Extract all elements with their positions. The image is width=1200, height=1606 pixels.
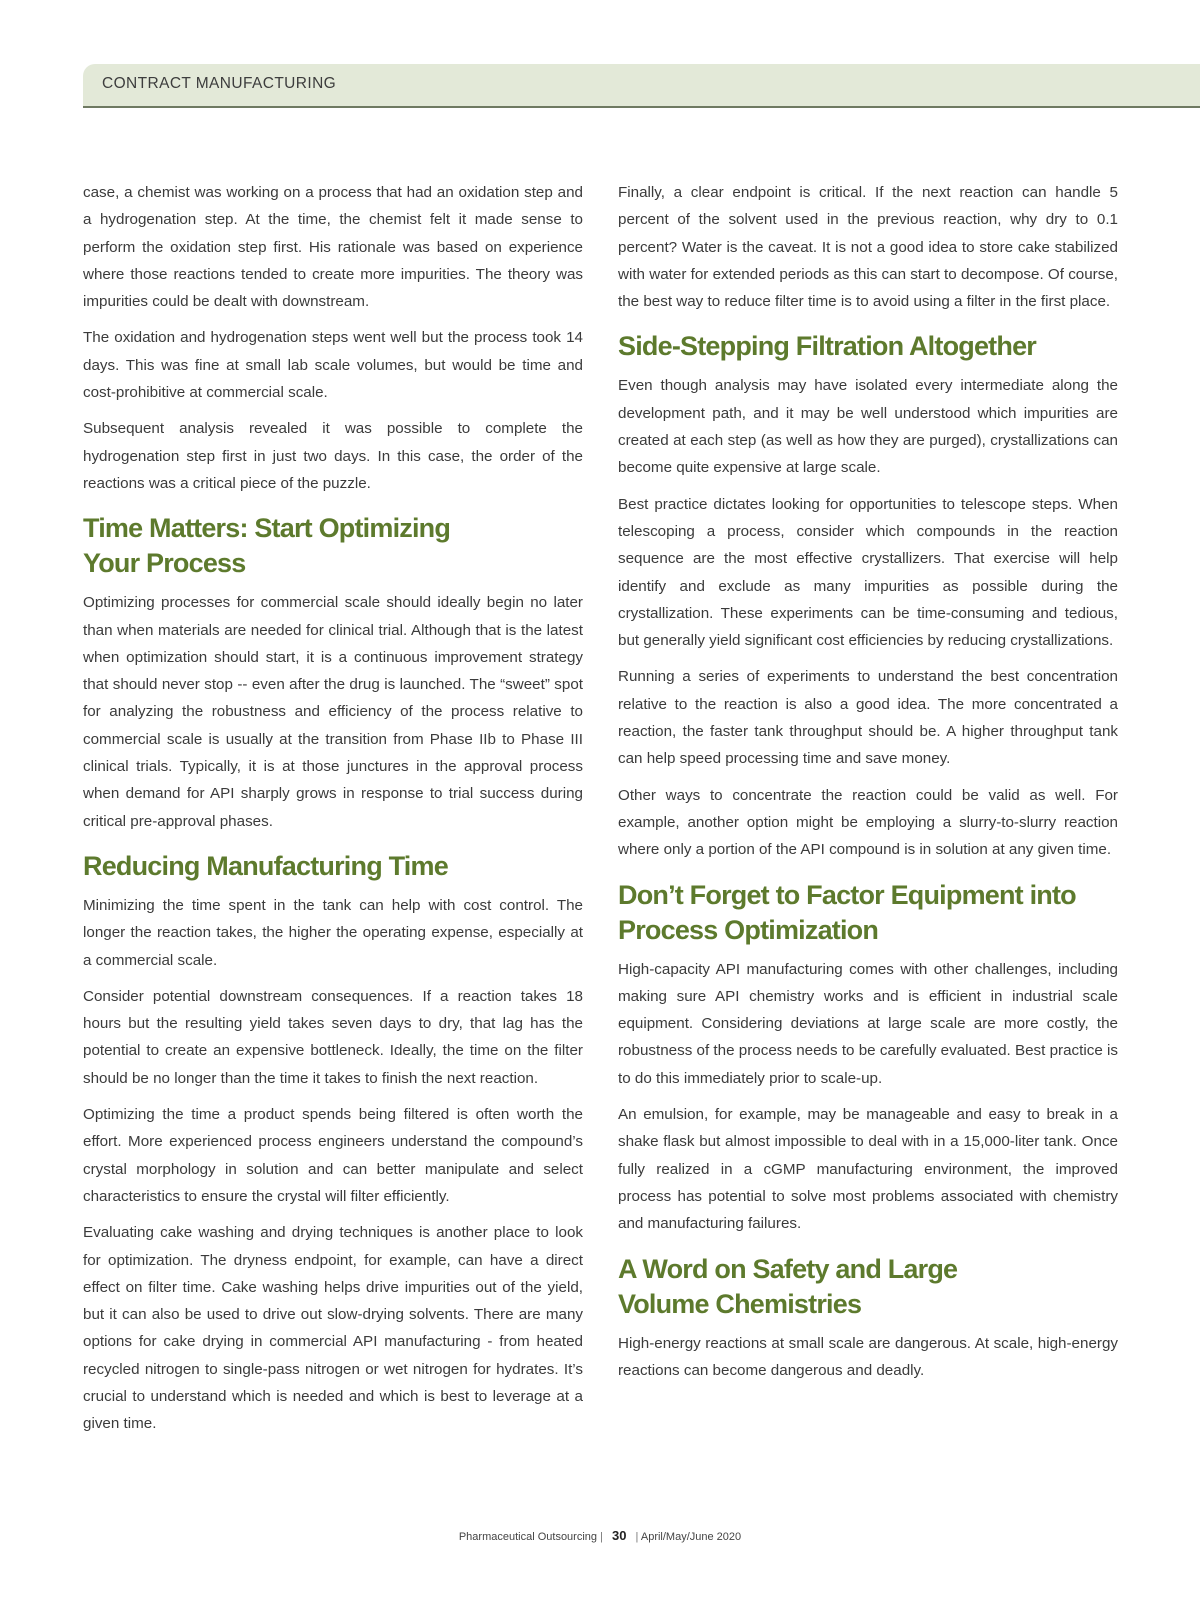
paragraph: Subsequent analysis revealed it was possible to complete the hydrogenation step first in just two days. In this case, the order of the reactions was a critical piece of the puzzle. bbox=[83, 420, 583, 492]
paragraph: Finally, a clear endpoint is critical. If the next reaction can handle 5 percent of the solvent used in the previous reaction, why dry to 0.1 percent? Water is the caveat. It is not a good idea to store cake stabilized with water for extended periods as this can start to decompose. Of course, the best way to reduce filter time is to avoid using a filter in the first place. bbox=[618, 184, 1118, 311]
paragraph: High-energy reactions at small scale are dangerous. At scale, high-energy reactions can become dangerous and deadly. bbox=[618, 1334, 1118, 1379]
page-footer bbox=[0, 1528, 1200, 1543]
paragraph: case, a chemist was working on a process that had an oxidation step and a hydrogenation step. At the time, the chemist felt it made sense to perform the oxidation step first. His rationale was based on experience where those reactions tended to create more impurities. The theory was impurities could be dealt with downstream. bbox=[83, 184, 583, 311]
heading-line: Time Matters: Start Optimizing bbox=[83, 513, 451, 544]
heading-reducing-manufacturing-time: Reducing Manufacturing Time bbox=[83, 850, 448, 881]
paragraph: Consider potential downstream consequences. If a reaction takes 18 hours but the resulting yield takes seven days to dry, that lag has the potential to create an expensive bottleneck. Ideally, the time on the filter should be no longer than the time it takes to finish the next reaction. bbox=[83, 987, 583, 1087]
heading-line: Don’t Forget to Factor Equipment into bbox=[618, 879, 1076, 910]
paragraph: The oxidation and hydrogenation steps went well but the process took 14 days. This was fine at small lab scale volumes, but would be time and cost-prohibitive at commercial scale. bbox=[83, 329, 583, 402]
paragraph: Optimizing processes for commercial scale should ideally begin no later than when materials are needed for clinical trial. Although that is the latest when optimization should start, it is a continuous improvement strategy that should never stop -- even after the drug is launched. The “sweet” spot for analyzing the robustness and efficiency of the process relative to commercial scale is usually at the transition from Phase IIb to Phase III clinical trials. Typically, it is at those junctures in the approval process when demand for API sharply grows in response to trial success during critical pre-approval phases. bbox=[83, 594, 583, 830]
paragraph: Evaluating cake washing and drying techniques is another place to look for optimization. The dryness endpoint, for example, can have a direct effect on filter time. Cake washing helps drive impurities out of the yield, but it can also be used to drive out slow-drying solvents. There are many options for cake drying in commercial API manufacturing - from heated recycled nitrogen to single-pass nitrogen or wet nitrogen for hydrates. It’s crucial to understand which is needed and which is best to leverage at a given time. bbox=[83, 1224, 583, 1433]
section-header-bar bbox=[83, 64, 1200, 108]
section-label: CONTRACT MANUFACTURING bbox=[102, 75, 337, 92]
paragraph: Minimizing the time spent in the tank can help with cost control. The longer the reaction takes, the higher the operating expense, especially at a commercial scale. bbox=[83, 896, 583, 969]
page-number: 30 bbox=[612, 1528, 627, 1543]
paragraph: Even though analysis may have isolated every intermediate along the development path, and it may be well understood which impurities are created at each step (as well as how they are purged), crystallizations can become quite expensive at large scale. bbox=[618, 377, 1118, 477]
paragraph: Optimizing the time a product spends being filtered is often worth the effort. More experienced process engineers understand the compound’s crystal morphology in solution and can better manipulate and select characteristics to ensure the crystal will filter efficiently. bbox=[83, 1106, 583, 1205]
paragraph: High-capacity API manufacturing comes with other challenges, including making sure API chemistry works and is efficient in industrial scale equipment. Considering deviations at large scale are more costly, the robustness of the process needs to be carefully evaluated. Best practice is to do this immediately prior to scale-up. bbox=[618, 960, 1118, 1087]
heading-time-matters bbox=[83, 511, 583, 581]
footer-publication: Pharmaceutical Outsourcing bbox=[458, 1531, 598, 1543]
heading-line: A Word on Safety and Large bbox=[618, 1253, 958, 1284]
heading-line: Your Process bbox=[83, 548, 246, 579]
footer-separator: | bbox=[600, 1531, 603, 1543]
heading-side-stepping-filtration: Side-Stepping Filtration Altogether bbox=[618, 331, 1036, 362]
footer-separator: | bbox=[635, 1531, 639, 1543]
paragraph: Running a series of experiments to understand the best concentration relative to the reaction is also a good idea. The more concentrated a reaction, the faster tank throughput should be. A higher throughput tank can help speed processing time and save money. bbox=[618, 668, 1118, 768]
right-column bbox=[618, 179, 1118, 1393]
paragraph: Other ways to concentrate the reaction could be valid as well. For example, another option might be employing a slurry-to-slurry reaction where only a portion of the API compound is in solution at any given time. bbox=[618, 786, 1118, 859]
left-column bbox=[83, 179, 583, 1447]
heading-safety-large-volume bbox=[618, 1252, 1118, 1322]
footer-issue: April/May/June 2020 bbox=[640, 1531, 742, 1543]
heading-factor-equipment bbox=[618, 878, 1118, 948]
heading-line: Process Optimization bbox=[618, 914, 879, 945]
paragraph: Best practice dictates looking for opportunities to telescope steps. When telescoping a process, consider which compounds in the reaction sequence are the most effective crystallizers. That exercise will help identify and exclude as many impurities as possible during the crystallization. These experiments can be time-consuming and tedious, but generally yield significant cost efficiencies by reducing crystallizations. bbox=[618, 495, 1118, 650]
paragraph: An emulsion, for example, may be manageable and easy to break in a shake flask but almost impossible to deal with in a 15,000-liter tank. Once fully realized in a cGMP manufacturing environment, the improved process has potential to solve most problems associated with chemistry and manufacturing failures. bbox=[618, 1106, 1118, 1233]
heading-line: Volume Chemistries bbox=[618, 1288, 862, 1319]
